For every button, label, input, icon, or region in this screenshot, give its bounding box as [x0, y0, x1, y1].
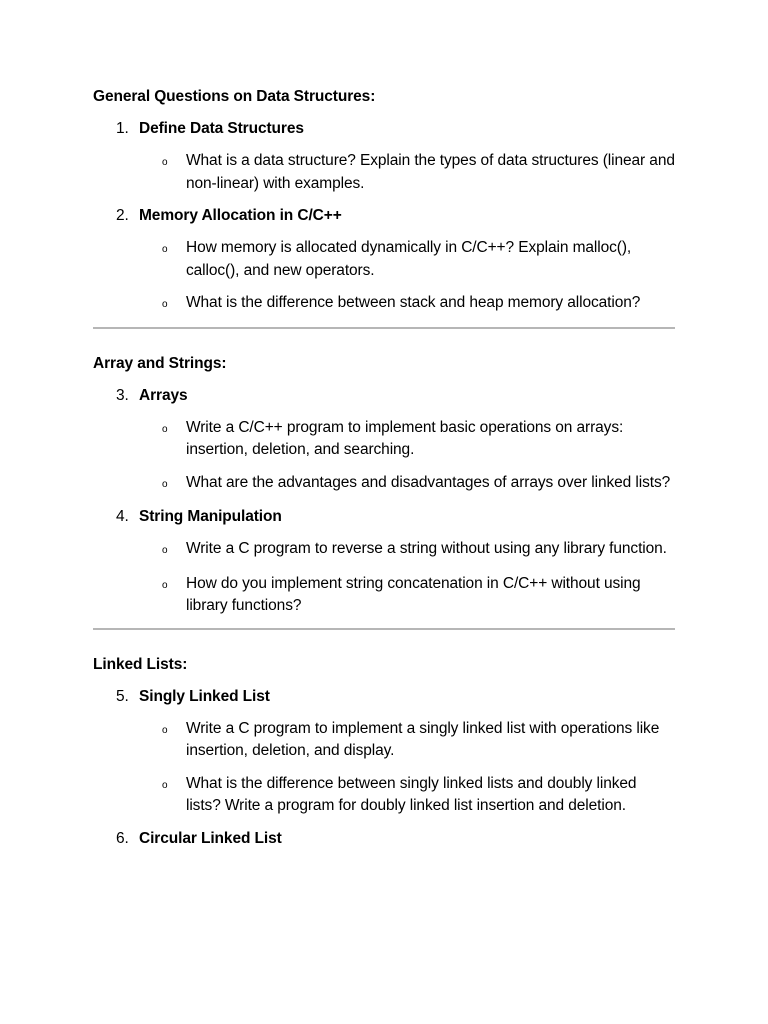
hollow-circle-bullet-icon: o [162, 779, 168, 791]
hollow-circle-bullet-icon: o [162, 545, 168, 556]
hollow-circle-bullet-icon: o [162, 724, 168, 736]
item-number: 5. [116, 687, 129, 705]
list-item [93, 506, 675, 618]
bullet-text: How do you implement string concatenation in C/C++ without using library functions? [186, 574, 641, 614]
sub-bullet [93, 237, 675, 282]
sub-bullet [93, 292, 675, 317]
item-number: 1. [116, 120, 129, 137]
item-title: Memory Allocation in C/C++ [139, 207, 342, 224]
hollow-circle-bullet-icon: o [162, 244, 168, 255]
sub-bullet [93, 538, 675, 563]
bullet-text: Write a C program to implement a singly linked list with operations like insertion, deletion, and display. [186, 719, 660, 759]
bullet-text: What is a data structure? Explain the types of data structures (linear and non-linear) with examples. [186, 152, 675, 192]
section-array-and-strings [93, 353, 675, 618]
sub-bullet [93, 718, 675, 763]
bullet-text: What is the difference between stack and heap memory allocation? [186, 294, 641, 311]
hollow-circle-bullet-icon: o [162, 423, 168, 435]
section-heading: Array and Strings: [93, 354, 227, 372]
item-number: 4. [116, 508, 129, 525]
bullet-text: Write a C program to reverse a string without using any library function. [186, 540, 667, 557]
item-title: Singly Linked List [139, 687, 270, 705]
item-number: 6. [116, 829, 129, 847]
section-heading: General Questions on Data Structures: [93, 88, 376, 105]
list-item [93, 385, 675, 497]
item-number: 3. [116, 386, 129, 404]
bullet-text: What are the advantages and disadvantages of arrays over linked lists? [186, 473, 671, 491]
bullet-text: How memory is allocated dynamically in C/C++? Explain malloc(), calloc(), and new operators. [186, 239, 632, 279]
item-title: Arrays [139, 386, 188, 404]
sub-bullet [93, 773, 675, 818]
list-item [93, 205, 675, 317]
sub-bullet [93, 472, 675, 497]
item-title: String Manipulation [139, 508, 282, 525]
bullet-text: Write a C/C++ program to implement basic operations on arrays: insertion, deletion, and searching. [186, 418, 624, 458]
section-linked-lists [93, 654, 675, 850]
horizontal-divider [93, 327, 675, 329]
list-item [93, 686, 675, 818]
bullet-text: What is the difference between singly linked lists and doubly linked lists? Write a program for doubly linked list insertion and deletion. [186, 774, 637, 814]
sub-bullet [93, 417, 675, 462]
document-page [93, 86, 675, 860]
item-number: 2. [116, 207, 129, 224]
hollow-circle-bullet-icon: o [162, 478, 168, 490]
hollow-circle-bullet-icon: o [162, 299, 168, 310]
item-title: Define Data Structures [139, 120, 304, 137]
item-title: Circular Linked List [139, 829, 282, 847]
section-general-questions [93, 86, 675, 317]
hollow-circle-bullet-icon: o [162, 157, 168, 168]
sub-bullet [93, 573, 675, 618]
hollow-circle-bullet-icon: o [162, 579, 168, 591]
sub-bullet [93, 150, 675, 195]
list-item [93, 118, 675, 195]
list-item [93, 828, 675, 850]
section-heading: Linked Lists: [93, 655, 188, 673]
horizontal-divider [93, 628, 675, 630]
